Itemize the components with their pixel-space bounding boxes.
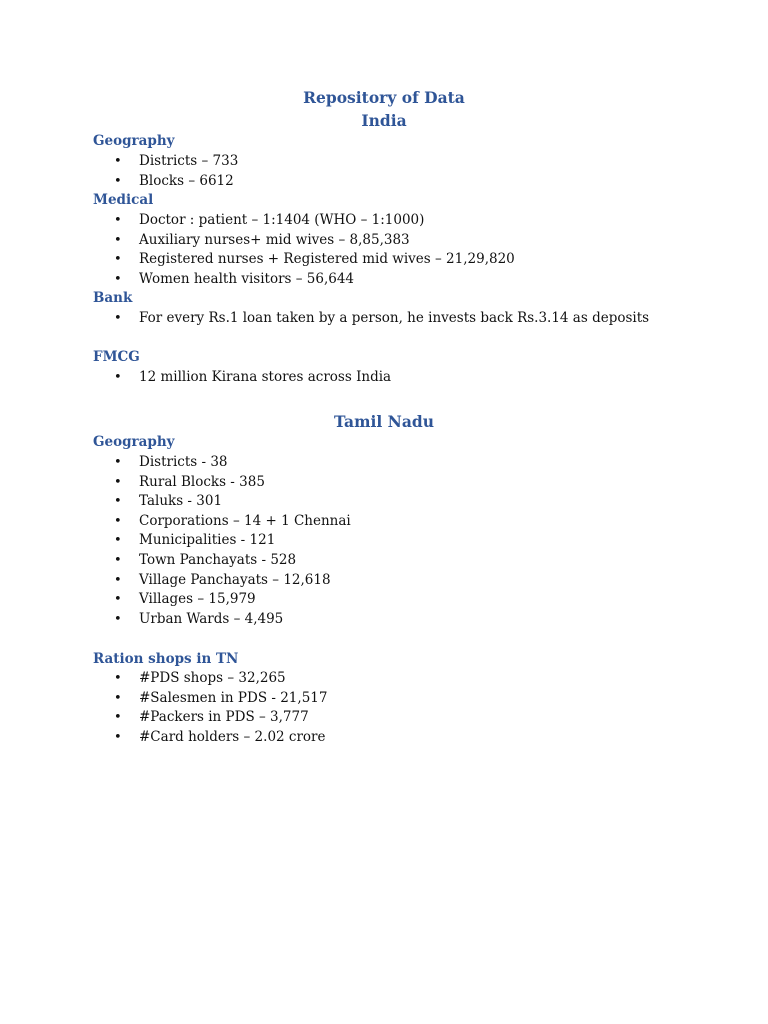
tn-ration-shops-heading: Ration shops in TN	[93, 651, 239, 667]
list-item-text: Village Panchayats – 12,618	[139, 571, 331, 588]
list-item-text: #PDS shops – 32,265	[139, 670, 286, 686]
bullet-icon: •	[114, 533, 122, 549]
bullet-icon: •	[114, 455, 122, 470]
india-medical-heading: Medical	[93, 192, 154, 208]
bullet-icon: •	[114, 173, 122, 189]
list-item	[0, 152, 238, 172]
bullet-icon: •	[114, 474, 122, 490]
list-item-text: Registered nurses + Registered mid wives – 21,29,820	[139, 251, 515, 268]
list-item-text: Districts - 38	[139, 454, 228, 470]
list-item-text: Auxiliary nurses+ mid wives – 8,85,383	[139, 231, 410, 248]
list-item-text: Urban Wards – 4,495	[139, 610, 284, 627]
bullet-icon: •	[114, 271, 122, 287]
list-item	[0, 551, 351, 571]
list-item	[0, 172, 238, 192]
list-item-text: Rural Blocks - 385	[139, 473, 265, 490]
bullet-icon: •	[114, 370, 122, 385]
bullet-icon: •	[114, 611, 122, 627]
list-item	[0, 728, 327, 748]
bullet-icon: •	[114, 729, 122, 745]
bullet-icon: •	[114, 213, 122, 228]
india-geography-list	[0, 152, 238, 191]
bullet-icon: •	[114, 252, 122, 268]
list-item-text: For every Rs.1 loan taken by a person, he invests back Rs.3.14 as deposits	[139, 310, 650, 326]
india-bank-list	[0, 309, 649, 329]
bullet-icon: •	[114, 232, 122, 248]
list-item-text: Corporations – 14 + 1 Chennai	[139, 512, 351, 529]
tn-geography-heading: Geography	[93, 434, 175, 450]
list-item	[0, 453, 351, 473]
list-item	[0, 571, 351, 591]
bullet-icon: •	[114, 572, 122, 588]
bullet-icon: •	[114, 671, 122, 686]
india-heading: India	[361, 111, 407, 130]
list-item	[0, 250, 515, 270]
india-bank-heading: Bank	[93, 290, 133, 306]
list-item-text: Blocks – 6612	[139, 172, 234, 189]
list-item	[0, 270, 515, 290]
list-item-text: #Packers in PDS – 3,777	[139, 709, 309, 726]
tn-geography-list	[0, 453, 351, 629]
list-item-text: Villages – 15,979	[139, 591, 256, 608]
list-item	[0, 211, 515, 231]
bullet-icon: •	[114, 311, 122, 326]
tamil-nadu-heading: Tamil Nadu	[334, 412, 434, 431]
list-item	[0, 512, 351, 532]
bullet-icon: •	[114, 494, 122, 510]
bullet-icon: •	[114, 710, 122, 726]
list-item-text: Doctor : patient – 1:1404 (WHO – 1:1000)	[139, 212, 425, 228]
list-item	[0, 492, 351, 512]
bullet-icon: •	[114, 154, 122, 169]
list-item	[0, 708, 327, 728]
list-item	[0, 669, 327, 689]
list-item-text: #Card holders – 2.02 crore	[139, 728, 326, 745]
list-item-text: Town Panchayats - 528	[139, 551, 297, 568]
list-item-text: Taluks - 301	[139, 493, 223, 510]
bullet-icon: •	[114, 592, 122, 608]
list-item-text: Municipalities - 121	[139, 532, 276, 549]
bullet-icon: •	[114, 690, 122, 706]
document-title: Repository of Data	[303, 88, 465, 107]
india-medical-list	[0, 211, 515, 289]
list-item	[0, 590, 351, 610]
list-item	[0, 309, 649, 329]
india-fmcg-list	[0, 368, 391, 388]
list-item	[0, 531, 351, 551]
bullet-icon: •	[114, 513, 122, 529]
india-fmcg-heading: FMCG	[93, 349, 140, 365]
list-item	[0, 231, 515, 251]
list-item	[0, 689, 327, 709]
list-item-text: #Salesmen in PDS - 21,517	[139, 689, 328, 706]
tn-ration-shops-list	[0, 669, 327, 747]
list-item-text: Districts – 733	[139, 153, 239, 169]
list-item	[0, 368, 391, 388]
india-geography-heading: Geography	[93, 133, 175, 149]
list-item-text: 12 million Kirana stores across India	[139, 369, 392, 385]
bullet-icon: •	[114, 552, 122, 568]
list-item	[0, 610, 351, 630]
list-item	[0, 473, 351, 493]
list-item-text: Women health visitors – 56,644	[139, 270, 355, 287]
